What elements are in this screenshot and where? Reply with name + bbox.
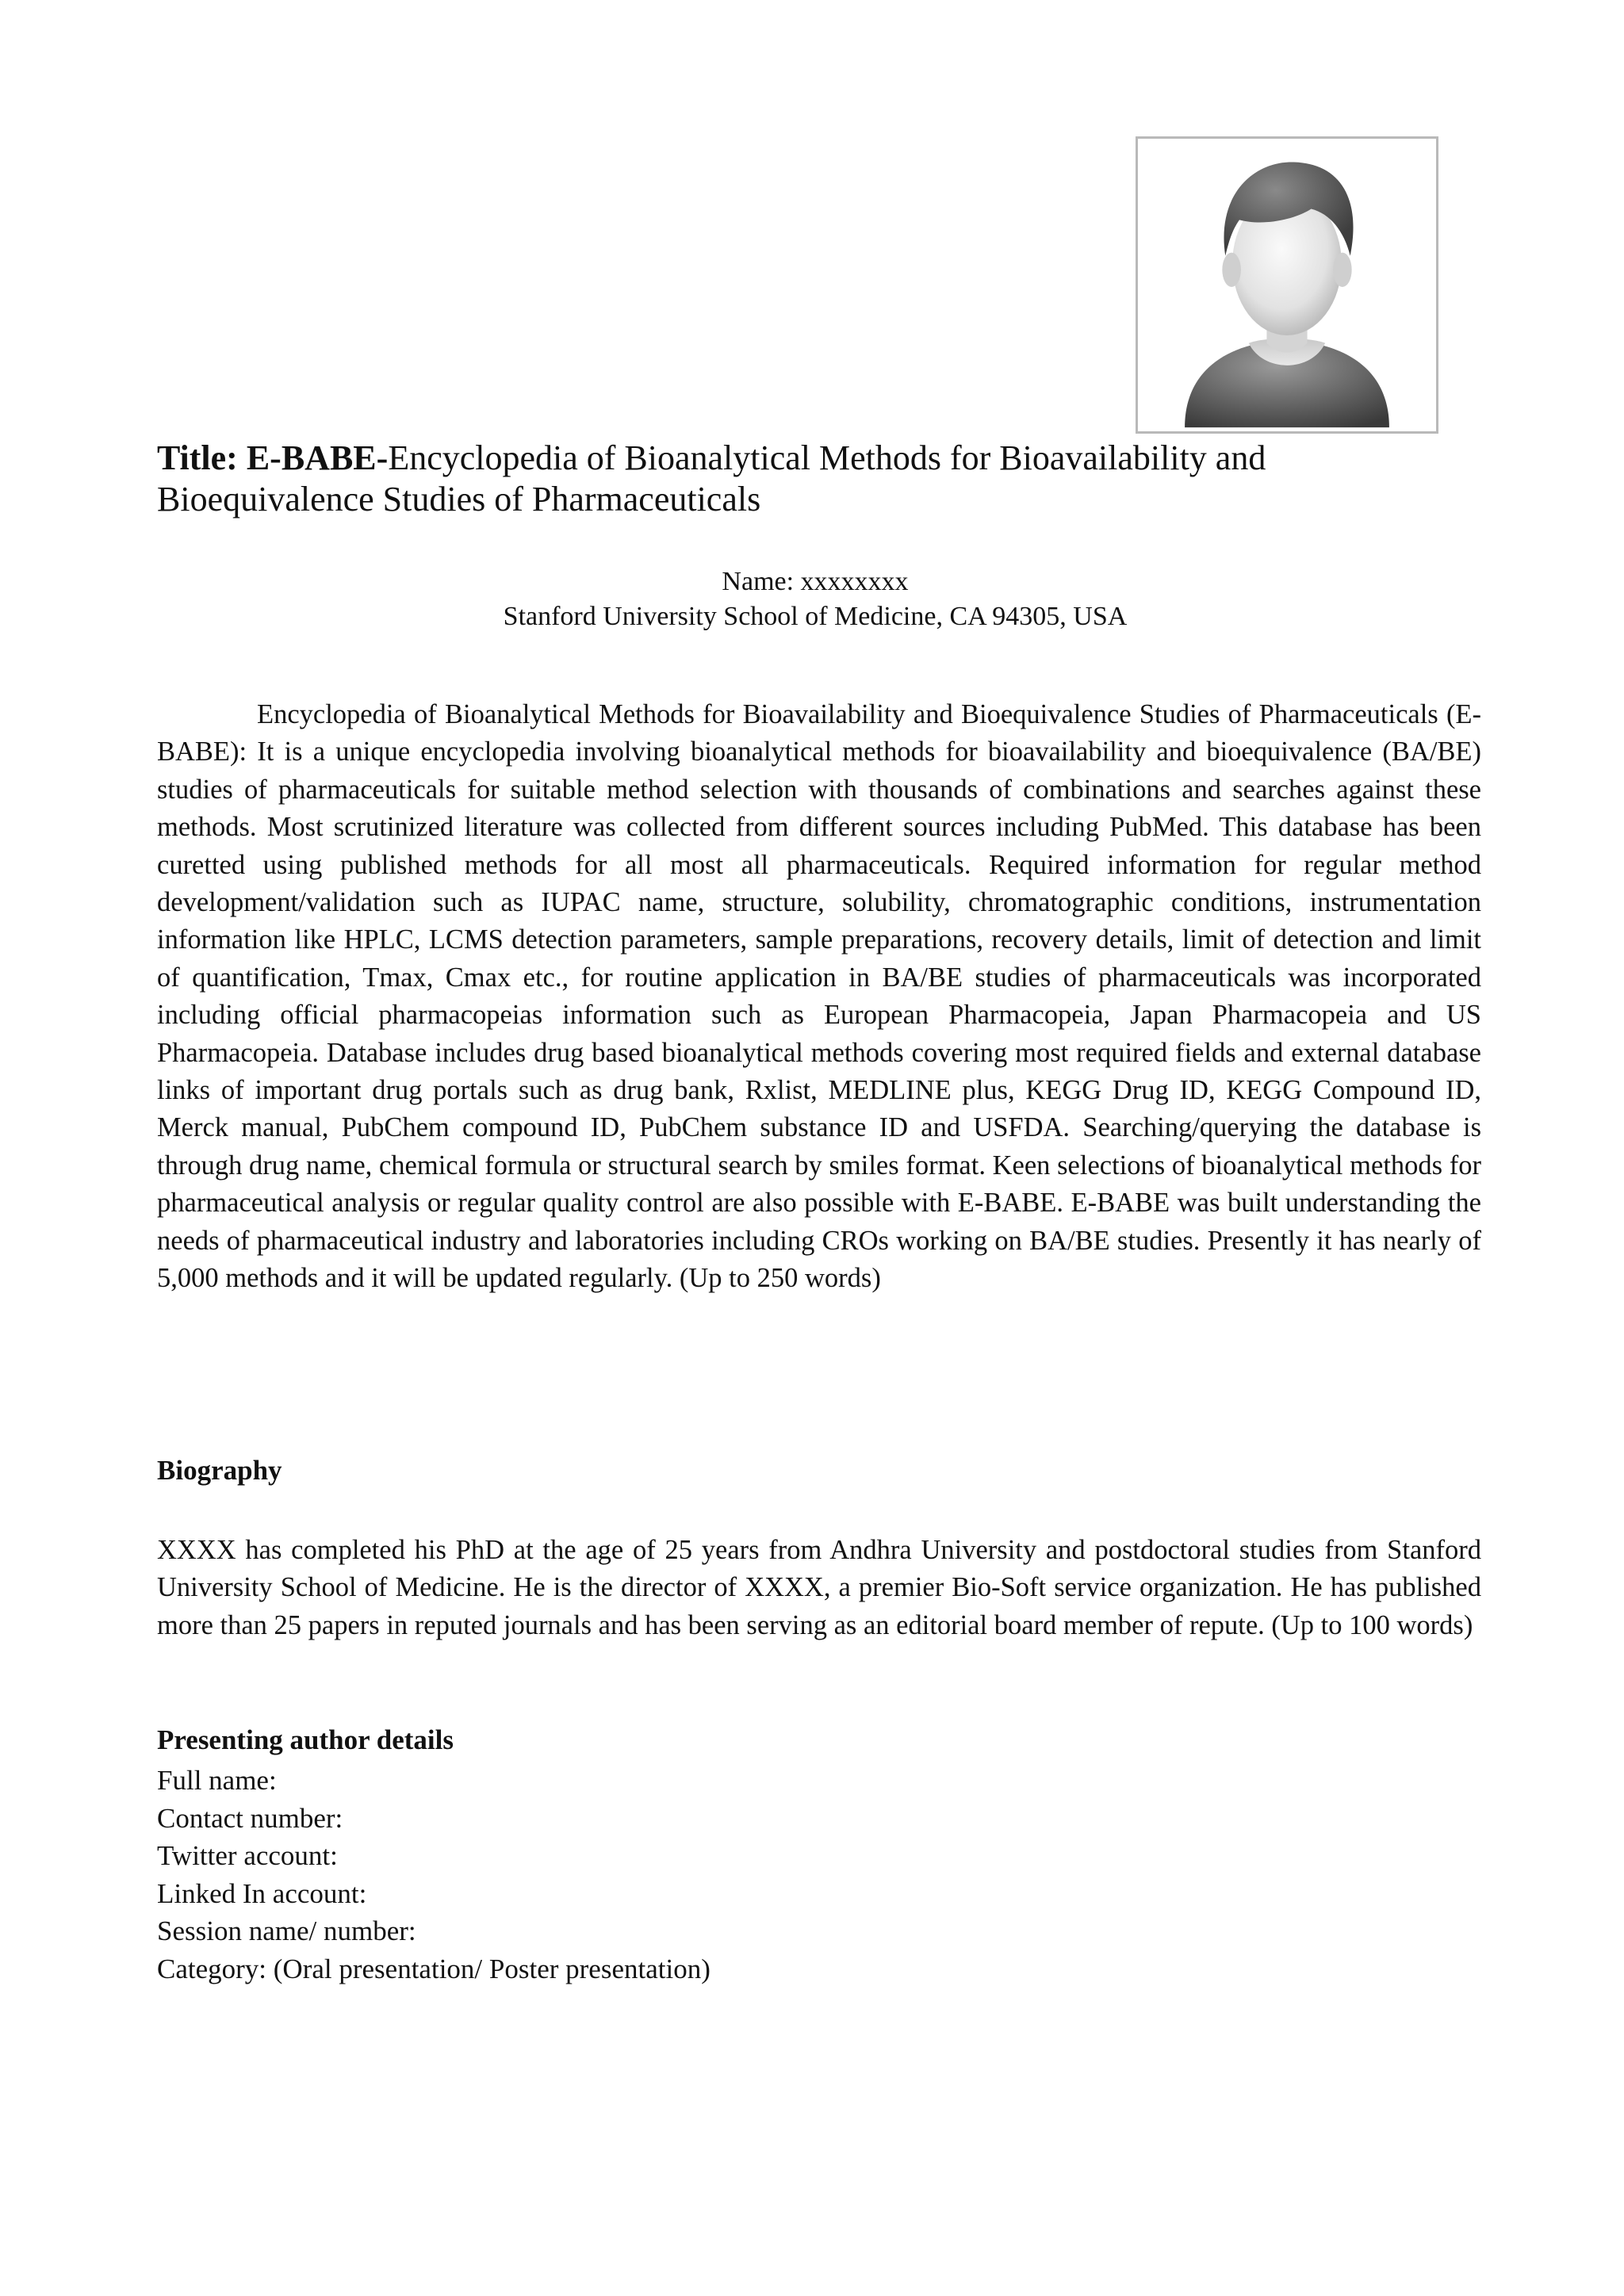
title-label: Title: E-BABE- (157, 438, 389, 477)
field-session-name-number: Session name/ number: (157, 1915, 416, 1946)
field-twitter-account: Twitter account: (157, 1840, 338, 1871)
field-category: Category: (Oral presentation/ Poster presentation) (157, 1953, 710, 1984)
field-contact-number: Contact number: (157, 1802, 343, 1834)
field-linkedin-account: Linked In account: (157, 1877, 367, 1909)
biography-heading: Biography (157, 1455, 282, 1486)
abstract-paragraph: Encyclopedia of Bioanalytical Methods for Bioavailability and Bioequivalence Studies of Pharmaceuticals (E-BABE): It is a unique encyclopedia involving bioanalytical methods for bioavailability and bioequivalence (BA/BE) studies of pharmaceuticals for suitable method selection with thousands of combinations and searches against these methods. Most scrutinized literature was collected from different sources including PubMed. This database has been curetted using published methods for all most all pharmaceuticals. Required information for regular method development/validation such as IUPAC name, structure, solubility, chromatographic conditions, instrumentation information like HPLC, LCMS detection parameters, sample preparations, recovery details, limit of detection and limit of quantification, Tmax, Cmax etc., for routine application in BA/BE studies of pharmaceuticals was incorporated including official pharmacopeias information such as European Pharmacopeia, Japan Pharmacopeia and US Pharmacopeia. Database includes drug based bioanalytical methods covering most required fields and external database links of important drug portals such as drug bank, Rxlist, MEDLINE plus, KEGG Drug ID, KEGG Compound ID, Merck manual, PubChem compound ID, PubChem substance ID and USFDA. Searching/querying the database is through drug name, chemical formula or structural search by smiles format. Keen selections of bioanalytical methods for pharmaceutical analysis or regular quality control are also possible with E-BABE. E-BABE was built understanding the needs of pharmaceutical industry and laboratories including CROs working on BA/BE studies. Presently it has nearly of 5,000 methods and it will be updated regularly. (Up to 250 words) (157, 699, 1481, 1294)
presenting-author-fields (157, 1762, 1473, 1988)
user-avatar-icon (1138, 139, 1436, 431)
biography-paragraph: XXXX has completed his PhD at the age of 25 years from Andhra University and postdoctoral studies from Stanford University School of Medicine. He is the director of XXXX, a premier Bio-Soft service organization. He has published more than 25 papers in reputed journals and has been serving as an editorial board member of repute. (Up to 100 words) (157, 1535, 1481, 1640)
author-photo (1136, 136, 1438, 434)
author-affiliation: Stanford University School of Medicine, CA 94305, USA (503, 602, 1128, 631)
field-full-name: Full name: (157, 1765, 277, 1796)
presenting-author-heading: Presenting author details (157, 1724, 454, 1755)
author-name: Name: xxxxxxxx (722, 567, 909, 596)
document-title (157, 438, 1473, 520)
author-block (157, 564, 1473, 634)
title-text: Encyclopedia of Bioanalytical Methods for Bioavailability and Bioequivalence Studies of Pharmaceuticals (157, 438, 1266, 519)
